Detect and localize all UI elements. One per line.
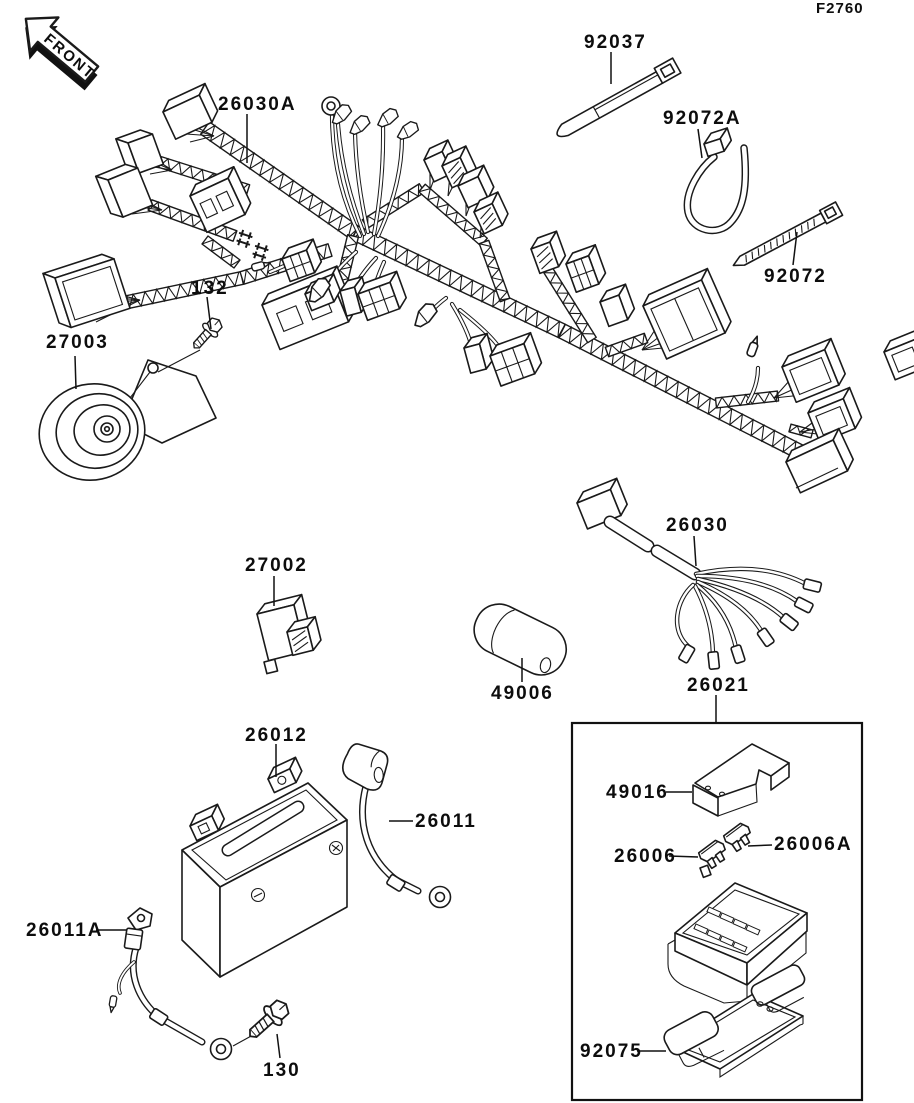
- part-number-26006A: 26006A: [774, 834, 853, 855]
- rubber-cap-49006: [466, 596, 574, 683]
- part-number-27002: 27002: [245, 555, 308, 576]
- sub-harness-26030: [574, 478, 822, 669]
- front-arrow: [7, 2, 109, 100]
- figure-code: F2760: [816, 0, 864, 17]
- front-arrow-label: FRONT: [40, 30, 99, 84]
- part-number-49016: 49016: [606, 782, 669, 803]
- bolt-130: [233, 995, 294, 1046]
- part-number-92072A: 92072A: [663, 108, 742, 129]
- part-number-26012: 26012: [245, 725, 308, 746]
- clamp-straps-92037-92072-92072A: [552, 58, 843, 271]
- battery-26012: [182, 757, 347, 977]
- horn-27003: [30, 360, 216, 490]
- part-number-26030: 26030: [666, 515, 729, 536]
- part-number-92037: 92037: [584, 32, 647, 53]
- part-number-130: 130: [263, 1060, 301, 1081]
- part-number-26006: 26006: [614, 846, 677, 867]
- bolt-132: [158, 314, 226, 372]
- part-number-49006: 49006: [491, 683, 554, 704]
- part-number-26011: 26011: [415, 811, 477, 832]
- part-number-92075: 92075: [580, 1041, 643, 1062]
- part-number-26021: 26021: [687, 675, 750, 696]
- relay-27002: [255, 595, 323, 674]
- part-number-26011A: 26011A: [26, 920, 104, 941]
- part-number-92072: 92072: [764, 266, 827, 287]
- part-number-27003: 27003: [46, 332, 109, 353]
- part-number-132: 132: [191, 278, 229, 299]
- part-number-26030A: 26030A: [218, 94, 297, 115]
